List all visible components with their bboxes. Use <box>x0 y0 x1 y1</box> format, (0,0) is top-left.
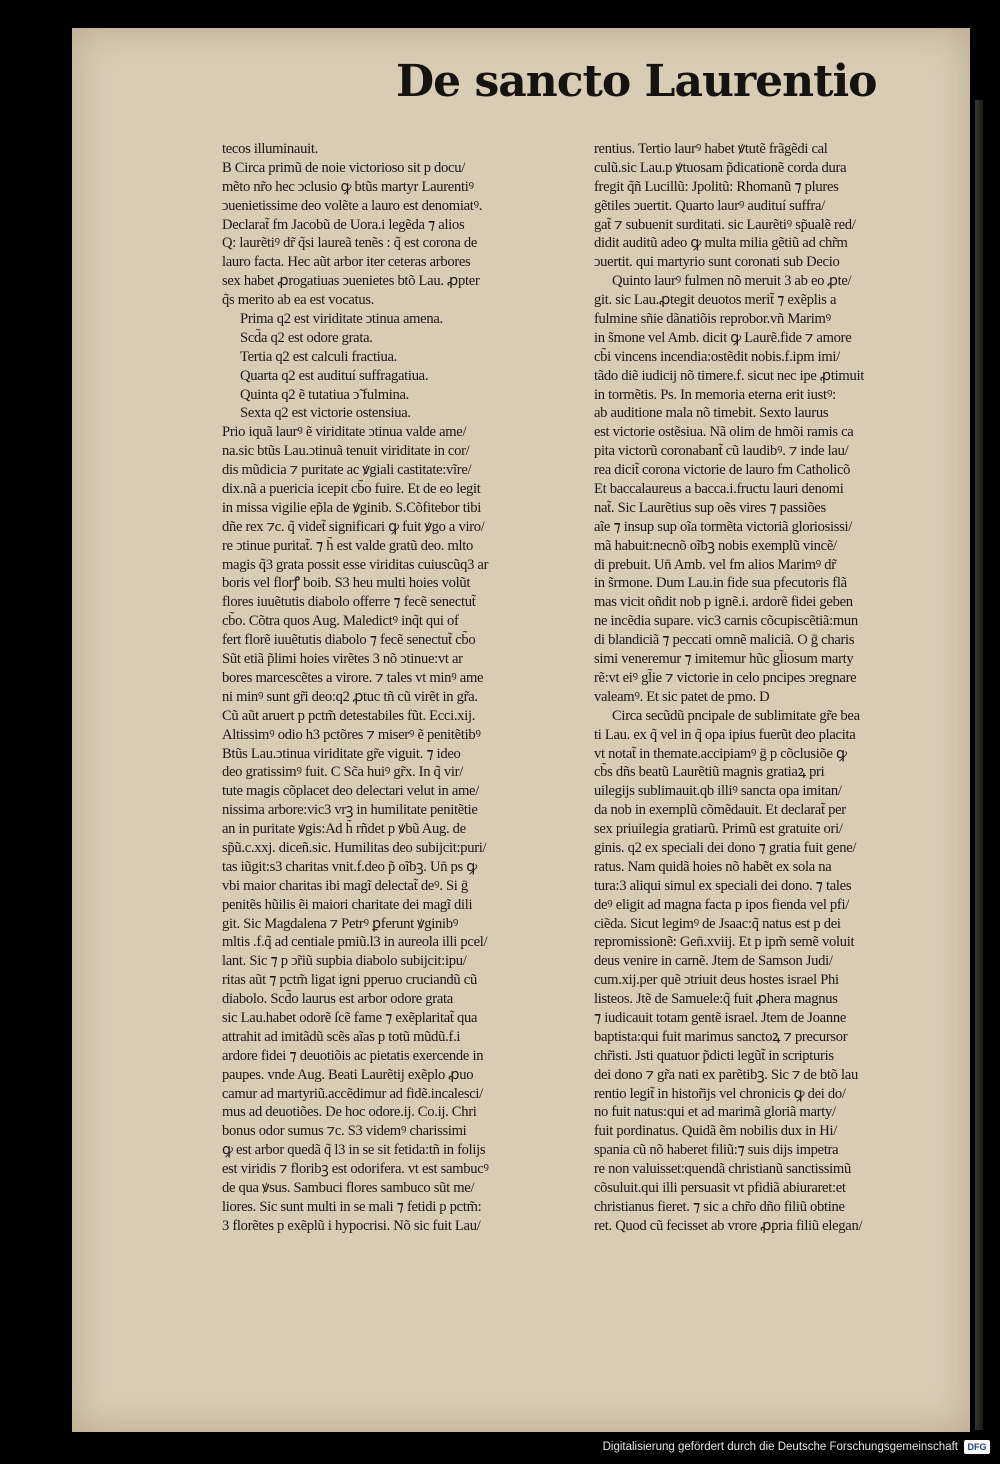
text-line: mã habuit:necnõ oĩbꝫ nobis exemplũ vincẽ/ <box>594 537 837 554</box>
text-line: ni minꝰ sunt gr̃i deo:q2 ꝓtuc tñ cũ virẽt in gr̃a. <box>222 688 478 705</box>
text-line: mas vicit oñdit nob p ignẽ.i. ardorẽ fidei geben <box>594 594 853 611</box>
text-line: Declarat̃ fm Jacobũ de Uora.i legẽda ⁊ alios <box>222 216 465 233</box>
text-line: didit auditũ adeo ꝙ multa milia gẽtiũ ad chr̃m <box>594 235 848 252</box>
text-line: valeamꝰ. Et sic patet de pmo. D <box>594 688 770 705</box>
text-line: bores marcescẽtes a virore. ⁊ tales vt minꝰ ame <box>222 669 484 686</box>
text-line: ⁊ iudicauit totam gentẽ israel. Jtem de Joanne <box>594 1009 847 1026</box>
text-line: re non valuisset:quendã christianũ sanctissimũ <box>594 1161 851 1178</box>
text-line: cb̃o. Cõtra quos Aug. Maledictꝰ inq̃t qui of <box>222 613 459 630</box>
text-line: Sexta q2 est victorie ostensiua. <box>240 405 411 422</box>
text-line: in tormẽtis. Ps. In memoria eterna erit iustꝰ: <box>594 386 836 403</box>
text-line: in s̃mone vel Amb. dicit ꝙ Laurẽ.fide ⁊ amore <box>594 329 852 346</box>
credit-text: Digitalisierung gefördert durch die Deutsche Forschungsgemeinschaft <box>602 1441 958 1453</box>
text-line: gẽtiles ↄuertit. Quarto laurꝰ audituí suffra/ <box>594 197 825 214</box>
text-line: spania cũ nõ haberet filiũ:⁊ suis dijs impetra <box>594 1142 839 1159</box>
text-line: fert florẽ iuuẽtutis diabolo ⁊ fecẽ senectut̃ cb̃o <box>222 632 476 649</box>
text-line: cõsuluit.qui illi persuasit vt pfidiã abiuraret:et <box>594 1179 846 1196</box>
text-line: lauro facta. Hec aũt arbor iter ceteras arbores <box>222 254 471 271</box>
text-line: attrahit ad imitãdũ scẽs aĩas p totũ mũdũ.f.i <box>222 1028 461 1045</box>
text-line: sex priuilegia gratiarũ. Primũ est gratuite ori/ <box>594 821 843 838</box>
text-line: di prebuit. Un̄ Amb. vel fm alios Marimꝰ dr̃ <box>594 556 836 573</box>
text-line: listeos. Jtẽ de Samuele:q̃ fuit ꝓhera magnus <box>594 991 838 1008</box>
text-line: dñe rex ⁊c. q̃ videt̃ significari ꝙ fuit ꝟgo a viro/ <box>222 518 485 535</box>
text-line: da nob in exemplũ cõmẽdauit. Et declarat̃ per <box>594 802 846 819</box>
text-line: Btũs Lau.ↄtinua viriditate gr̃e viguit. ⁊ ideo <box>222 745 461 762</box>
text-line: christianus fieret. ⁊ sic a chr̃o dño filiũ obtine <box>594 1198 845 1215</box>
text-line: Quinto laurꝰ fulmen nõ meruit 3 ab eo ꝓte/ <box>612 273 852 290</box>
text-line: fulmine sñie dãnatiõis reprobor.vñ Marimꝰ <box>594 311 831 328</box>
text-line: ciẽda. Sicut legimꝰ de Jsaac:q̃ natus est p dei <box>594 915 841 932</box>
text-line: ginis. q2 ex speciali dei dono ⁊ gratia fuit gene/ <box>594 839 857 856</box>
text-line: cum.xij.per quẽ ↄtriuit deus hostes israel Phi <box>594 972 839 989</box>
text-line: dis mũdicia ⁊ puritate ac ꝟgiali castitate:vĩre/ <box>222 462 472 479</box>
text-line: ꝙ est arbor quedã q̃ l3 in se sit fetida:tñ in folijs <box>222 1142 486 1159</box>
text-line: fregit q̃ñ Lucillũ: Jpolitũ: Rhomanũ ⁊ plures <box>594 178 839 195</box>
text-line: ab auditione mala nõ timebit. Sexto laurus <box>594 405 829 422</box>
text-line: rentius. Tertio laurꝰ habet ꝟtutẽ frãgẽdi cal <box>594 141 828 157</box>
text-line: na.sic btũs Lau.ↄtinuã tenuit viriditate in cor/ <box>222 443 470 460</box>
text-line: fuit pordinatus. Quidã ẽm nobilis dux in Hi/ <box>594 1123 837 1140</box>
text-line: Quarta q2 est audituí suffragatiua. <box>240 367 429 384</box>
text-line: ardore fidei ⁊ deuotiõis ac pietatis exercende in <box>222 1047 484 1064</box>
text-line: chr̃isti. Jsti quatuor p̃dicti legũt̃ in scripturis <box>594 1047 834 1064</box>
text-line: magis q̃3 grata possit esse viriditas cuiuscũq3 ar <box>222 556 489 573</box>
text-line: sex habet ꝓrogatiuas ↄuenietes btõ Lau. ꝓpter <box>222 273 480 290</box>
text-line: Tertia q2 est calculi fractiua. <box>240 348 398 365</box>
text-line: tute magis cõplacet deo delectari velut in ame/ <box>222 783 479 800</box>
text-line: mẽto nr̃o hec ↄclusio ꝙ btũs martyr Laurentiꝰ <box>222 178 474 195</box>
text-line: rea dicit̃ corona victorie de lauro fm Catholicõ <box>594 462 851 479</box>
text-line: deo gratissimꝰ fuit. C Sc̃a huiꝰ gr̃x. In q̃ vir/ <box>222 764 463 781</box>
text-line: no fuit natus:qui et ad marimã gloriã marty/ <box>594 1104 836 1121</box>
text-line: ti Lau. ex q̃ vel in q̃ opa ipius fuerũt deo placita <box>594 726 856 743</box>
text-line: mus ad deuotiões. De hoc odore.ij. Co.ij. Chri <box>222 1104 477 1121</box>
text-line: est victorie ostẽsiua. Nã olim de hmõi ramis ca <box>594 424 854 441</box>
text-line: Sũt etiã p̃limi hoies virẽtes 3 nõ ↄtinue:vt ar <box>222 651 463 668</box>
text-line: tecos illuminauit. <box>222 141 318 157</box>
digitization-credit <box>560 1436 990 1458</box>
page-edge <box>975 100 983 1430</box>
text-line: in s̃rmone. Dum Lau.in fide sua pfecutoris flã <box>594 575 847 592</box>
dfg-logo: DFG <box>964 1440 990 1454</box>
text-line: vt notat̃ in themate.accipiamꝰ ḡ p cõclusiõe ꝙ <box>594 745 847 762</box>
text-line: deus venire in carnẽ. Jtem de Samson Judi/ <box>594 953 833 970</box>
text-line: ratus. Nam quidã hoies nõ habẽt ex sola na <box>594 858 832 875</box>
text-line: an in puritate ꝟgis:Ad h̃ rñdet p ꝟbũ Aug. de <box>222 821 466 838</box>
right-text-column <box>594 140 950 1236</box>
left-text-column <box>222 140 572 1236</box>
text-line: rentio legit̃ in histor̃ijs vel chronicis ꝙ dei do/ <box>594 1085 846 1102</box>
text-line: Scd̃a q2 est odore grata. <box>240 329 373 346</box>
text-line: dei dono ⁊ gr̃a nati ex parẽtibꝫ. Sic ⁊ de btõ lau <box>594 1066 858 1083</box>
text-line: uilegijs sublimauit.qb illiꝰ sancta opa imitan/ <box>594 783 842 800</box>
text-line: pita victorũ coronabant̃ cũ laudibꝰ. ⁊ inde lau/ <box>594 443 849 460</box>
text-line: ↄuenietissime deo volẽte a lauro est denomiatꝰ. <box>222 197 483 214</box>
text-line: Q: laurẽtiꝰ dr̃ q̃si laureã tenẽs : q̃ est corona de <box>222 235 478 252</box>
text-line: repromissionẽ: Gen̄.xviij. Et p ipm̃ semẽ voluit <box>594 934 855 951</box>
text-line: cb̃s dñs beatũ Laurẽtiũ magnis gratiaꝝ pri <box>594 764 825 781</box>
text-line: gat̃ ⁊ subuenit surditati. sic Laurẽtiꝰ sp̃ualẽ red/ <box>594 216 856 233</box>
text-line: baptista:qui fuit marimus sanctoꝝ ⁊ precursor <box>594 1028 848 1045</box>
text-line: q̃s merito ab ea est vocatus. <box>222 292 375 309</box>
text-line: rẽ:vt eiꝰ gl̃ie ⁊ victorie in celo pncipes ↄregnare <box>594 669 857 686</box>
text-line: aĩe ⁊ insup sup oĩa tormẽta victoriã gloriosissi/ <box>594 518 853 535</box>
text-line: de qua ꝟsus. Sambuci flores sambuco sũt me/ <box>222 1179 475 1196</box>
text-line: lant. Sic ⁊ p ↄ̃riũ supbia diabolo subijcit:ipu/ <box>222 953 467 970</box>
text-line: sic Lau.habet odorẽ ſcẽ fame ⁊ exẽplaritat̃ qua <box>222 1009 478 1026</box>
text-line: Circa secũdũ pncipale de sublimitate gr̃e bea <box>612 707 860 724</box>
text-line: liores. Sic sunt multi in se mali ⁊ fetidi p pctm̃: <box>222 1198 482 1215</box>
text-line: in missa vigilie ep̃la de ꝟginib. S.Cõfitebor tibi <box>222 499 481 516</box>
text-line: diabolo. Scd̃o laurus est arbor odore grata <box>222 991 453 1008</box>
text-line: tura:3 aliqui simul ex speciali dei dono. ⁊ tales <box>594 877 852 894</box>
text-line: B Circa primũ de noie victorioso sit p docu/ <box>222 159 465 176</box>
text-line: Prima q2 est viriditate ↄtinua amena. <box>240 311 443 328</box>
text-line: vbi maior charitas ibi magĩ delectat̃ deꝰ. Si ḡ <box>222 877 468 894</box>
text-line: boris vel florꝭ boib. S3 heu multi hoies volũt <box>222 575 471 592</box>
text-line: re ↄtinue puritat̃. ⁊ h̃ est valde gratũ deo. mlto <box>222 537 474 554</box>
text-line: git. Sic Magdalena ⁊ Petrꝰ ꝑferunt ꝟginibꝰ <box>222 915 458 932</box>
text-line: camur ad martyriũ.accẽdimur ad fidẽ.incalesci/ <box>222 1085 483 1102</box>
text-line: flores iuuẽtutis diabolo offerre ⁊ fecẽ senectut̃ <box>222 594 476 611</box>
text-line: Quinta q2 ẽ tutatiua ↄ̃ fulmina. <box>240 386 410 403</box>
text-line: paupes. vnde Aug. Beati Laurẽtij exẽplo ꝓuo <box>222 1066 474 1083</box>
text-line: dix.nã a puericia icepit cb̃o fuire. Et de eo legit <box>222 481 481 498</box>
text-line: tas iũgit:s3 charitas vnit.f.deo p̃ oĩbꝫ. Un̄ ps ꝙ <box>222 858 477 875</box>
text-line: nat̃. Sic Laurẽtius sup oẽs vires ⁊ passiões <box>594 499 826 516</box>
text-line: Prio iquã laurꝰ ẽ viriditate ↄtinua valde ame/ <box>222 424 467 441</box>
text-line: deꝰ eligit ad magna facta p ipos fienda vel pfi/ <box>594 896 849 913</box>
running-title: De sancto Laurentio <box>396 56 877 107</box>
text-line: di blandiciã ⁊ peccati omnẽ maliciã. O ḡ charis <box>594 632 855 649</box>
text-line: git. sic Lau.ꝓtegit deuotos merit̃ ⁊ exẽplis a <box>594 292 837 309</box>
text-line: est viridis ⁊ floribꝫ est odorifera. vt est sambucꝰ <box>222 1161 489 1178</box>
text-line: bonus odor sumus ⁊c. S3 videmꝰ charissimi <box>222 1123 467 1140</box>
text-line: ne incẽdia supare. vic3 carnis cõcupiscẽtiã:mun <box>594 613 858 630</box>
text-line: cb̃i vincens incendia:ostẽdit nobis.f.ipm imi/ <box>594 348 840 365</box>
text-line: Et baccalaureus a bacca.i.fructu lauri denomi <box>594 481 844 498</box>
text-line: mltis .f.q̃ ad centiale pmiũ.l3 in aureola illi pcel/ <box>222 934 488 951</box>
text-line: Altissimꝰ odio h3 pctõres ⁊ miserꝰ ẽ penitẽtibꝰ <box>222 726 481 743</box>
text-line: penitẽs hũilis ẽi maiori charitate dei magĩ dili <box>222 896 473 913</box>
text-line: simi veneremur ⁊ imitemur hũc gl̃iosum marty <box>594 651 854 668</box>
text-line: ↄuertit. qui martyrio sunt coronati sub Decio <box>594 254 840 271</box>
text-line: ret. Quod cũ fecisset ab vrore ꝓpria filiũ elegan/ <box>594 1217 863 1234</box>
text-line: culũ.sic Lau.p ꝟtuosam p̃dicationẽ corda dura <box>594 159 847 176</box>
text-line: nissima arbore:vic3 vrꝫ in humilitate penitẽtie <box>222 802 478 819</box>
text-line: ritas aũt ⁊ pctm̃ ligat igni pperuo cruciandũ cũ <box>222 972 477 989</box>
text-line: Cũ aũt aruert p pctm̃ detestabiles fũt. Ecci.xij. <box>222 707 476 724</box>
text-line: 3 florẽtes p exẽplũ i hypocrisi. Nõ sic fuit Lau/ <box>222 1217 481 1234</box>
text-line: sp̃ũ.c.xxj. diceñ.sic. Humilitas deo subijcit:puri/ <box>222 839 487 856</box>
text-line: tãdo diẽ iudicij nõ timere.f. sicut nec ipe ꝓtimuit <box>594 367 864 384</box>
